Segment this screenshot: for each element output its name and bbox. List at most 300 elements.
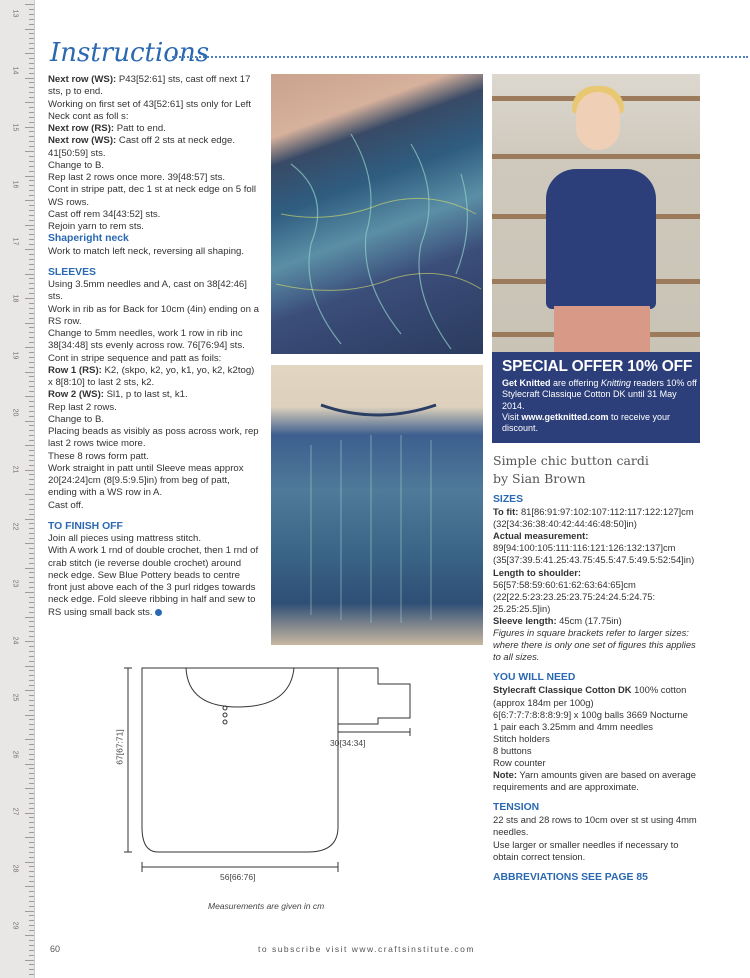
ruler-tick [29,871,34,872]
offer-title: SPECIAL OFFER 10% OFF [502,358,693,375]
ruler-label: 25 [11,693,19,702]
ruler-tick [29,195,34,196]
ruler-tick [29,14,34,15]
ruler-tick [29,563,34,564]
ruler-tick [29,675,34,676]
ruler-tick [29,891,34,892]
ruler-tick [29,572,34,573]
instruction-text: Change to 5mm needles, work 1 row in rib inc 38[34:48] sts evenly across row. 76[76:94] sts. [48,328,245,352]
ruler-tick [25,347,34,348]
ruler-tick [29,749,34,750]
ruler-tick [25,151,34,152]
ruler-tick [25,666,34,667]
back-view-texture [271,365,483,645]
ruler-tick [29,876,34,877]
instruction-line [48,172,260,184]
ruler-tick [29,964,34,965]
ruler-tick [29,553,34,554]
ruler-label: 19 [11,351,19,360]
pattern-author: by Sian Brown [493,471,586,486]
ruler-tick [25,935,34,936]
ruler-tick [29,411,34,412]
ruler-tick [29,308,34,309]
row-label: Next row (WS): [48,135,117,147]
ruler-label: 13 [11,9,19,18]
ruler-tick [29,866,34,867]
ruler-tick [29,352,34,353]
ruler-tick [25,568,34,569]
ruler-tick [25,494,34,495]
instruction-text: Work in rib as for Back for 10cm (4in) ending on a RS row. [48,303,259,327]
instruction-text: Sl1, p to last st, k1. [103,389,188,401]
ruler-tick [29,817,34,818]
ruler-tick [29,220,34,221]
ruler-tick [29,185,34,186]
ruler-tick [29,906,34,907]
row-label: Next row (WS): [48,74,117,85]
ruler-tick [29,117,34,118]
photo-yoke-closeup [271,74,483,354]
ruler-tick [25,764,34,765]
ruler-tick [29,460,34,461]
ruler-tick [29,842,34,843]
instruction-line [48,209,260,221]
ruler-tick [25,445,34,446]
instruction-text: Rep last 2 rows once more. 39[48:57] sts. [48,172,226,183]
ruler-label: 29 [11,921,19,930]
ruler-tick [29,798,34,799]
ruler-tick [29,239,34,240]
ruler-tick [29,754,34,755]
instruction-line [48,221,260,233]
ruler-tick [29,48,34,49]
ruler-label: 27 [11,807,19,816]
instruction-line [48,451,260,463]
ruler-label: 22 [11,522,19,531]
ruler-tick [25,127,34,128]
sleeve-value: 45cm (17.75in) [556,614,622,626]
need-heading: YOU WILL NEED [493,672,576,684]
ruler-tick [29,381,34,382]
ruler-tick [29,327,34,328]
offer-text1: are offering [550,378,601,388]
width-measure: 56[66:76] [220,872,256,882]
row-counter: Row counter [493,756,546,768]
note-label: Note: [493,769,517,781]
ruler-tick [29,180,34,181]
ruler-tick [29,107,34,108]
ruler-tick [29,73,34,74]
ruler-tick [29,131,34,132]
instruction-line [48,328,260,353]
ruler-tick [29,607,34,608]
ruler-tick [25,372,34,373]
ruler-tick [25,813,34,814]
ruler-tick [29,759,34,760]
ruler-tick [29,82,34,83]
ruler-tick [29,822,34,823]
ruler-tick [29,259,34,260]
row-label: Row 2 (WS): [48,389,104,401]
ruler-tick [29,920,34,921]
ruler-tick [25,592,34,593]
ruler-tick [29,425,34,426]
actual-value: 89[94:100:105:111:116:121:126:132:137]cm (35[37:39.5:41.25:43.75:45.5:47.5:49.5:52:54]in) [493,542,695,566]
ruler-tick [25,4,34,5]
instruction-line [48,402,260,414]
section-heading: TO FINISH OFF [48,520,123,532]
ruler-tick [25,886,34,887]
ruler-tick [29,597,34,598]
ruler-tick [29,528,34,529]
offer-text [502,378,698,434]
tension-heading: TENSION [493,802,540,814]
ruler-tick [29,950,34,951]
ruler-tick [29,930,34,931]
ruler-tick [29,577,34,578]
sleeve-measure: 30[34:34] [330,738,366,748]
ruler-tick [29,901,34,902]
ruler-tick [29,538,34,539]
ruler-tick [25,249,34,250]
ruler-tick [29,68,34,69]
ruler-tick [29,141,34,142]
photo-back-view [271,365,483,645]
ruler-tick [29,881,34,882]
page-number: 60 [50,944,61,954]
photo-model [492,74,700,359]
ruler-tick [25,102,34,103]
ruler-tick [29,9,34,10]
ruler-tick [29,205,34,206]
ruler-tick [29,587,34,588]
ruler-tick [29,401,34,402]
ruler-tick [29,734,34,735]
row-label: Row 1 (RS): [48,364,102,376]
diagram-caption: Measurements are given in cm [208,901,325,911]
instruction-line [48,533,260,545]
instruction-text: Work straight in patt until Sleeve meas approx 20[24:24]cm (8[9.5:9.5]in) from beg of patt, ending with a WS row in A. [48,462,244,499]
instruction-line [48,123,260,135]
instruction-line [48,135,260,160]
ruler-tick [29,651,34,652]
ruler-tick [29,925,34,926]
instruction-line [48,353,260,365]
ruler-tick [29,626,34,627]
ruler-tick [25,960,34,961]
ruler-tick [29,700,34,701]
ruler-tick [29,210,34,211]
ruler-tick [29,43,34,44]
height-measure: 67[67:71] [114,729,125,765]
ruler-tick [29,38,34,39]
instruction-line [48,500,260,512]
instruction-text: Rep last 2 rows. [48,401,117,413]
ruler-tick [29,450,34,451]
ruler-tick [29,612,34,613]
ruler-tick [29,705,34,706]
ruler-tick [29,896,34,897]
sleeve-label: Sleeve length: [493,614,557,626]
ruler-tick [29,254,34,255]
instruction-text: Cont in stripe sequence and patt as foils: [48,352,222,364]
ruler-tick [29,484,34,485]
ruler-tick [29,695,34,696]
ruler-tick [29,533,34,534]
ruler-label: 28 [11,864,19,873]
offer-url[interactable]: www.getknitted.com [521,411,609,422]
ruler-tick [29,602,34,603]
to-fit-value: 81[86:91:97:102:107:112:117:122:127]cm (32[34:36:38:40:42:44:46:48:50]in) [493,506,694,530]
ruler-tick [29,156,34,157]
ruler-tick [29,631,34,632]
ruler-tick [29,215,34,216]
instruction-line [48,304,260,329]
ruler-tick [29,661,34,662]
instruction-text: Cast off rem 34[43:52] sts. [48,208,161,220]
ruler-label: 23 [11,579,19,588]
ruler-tick [25,837,34,838]
ruler-tick [29,283,34,284]
ruler-tick [29,92,34,93]
ruler-tick [29,915,34,916]
instruction-text: Patt to end. [114,123,166,134]
shelf [492,154,700,159]
ruler-tick [25,641,34,642]
pattern-name [493,452,649,488]
ruler-tick [29,582,34,583]
ruler-label: 24 [11,636,19,645]
buttons-item: 8 buttons [493,744,532,756]
length-label: Length to shoulder: [493,566,582,578]
tension-text: 22 sts and 28 rows to 10cm over st st using 4mm needles. [493,814,697,838]
ruler-tick [29,97,34,98]
ruler-tick [29,455,34,456]
yarn-desc: 100% cotton (approx 184m per 100g) [493,684,687,708]
instruction-line [48,246,260,258]
ruler-tick [29,303,34,304]
ruler-tick [29,357,34,358]
instruction-line [48,279,260,304]
ruler-tick [29,391,34,392]
instruction-line [48,545,260,619]
offer-magazine: Knitting [600,378,631,388]
ruler-tick [29,87,34,88]
ruler-tick [29,729,34,730]
ruler-tick [29,416,34,417]
sleeve-outline [338,668,410,724]
ruler-tick [29,161,34,162]
ruler-tick [29,337,34,338]
ruler-tick [29,234,34,235]
ruler-tick [29,499,34,500]
side-ruler [0,0,35,978]
ruler-tick [25,274,34,275]
details-column [493,494,705,884]
ruler-tick [29,945,34,946]
ruler-tick [29,244,34,245]
ruler-tick [29,269,34,270]
ruler-tick [29,19,34,20]
ruler-tick [29,827,34,828]
instruction-line [48,414,260,426]
abbreviations-link[interactable]: ABBREVIATIONS SEE PAGE 85 [493,871,648,883]
ruler-label: 16 [11,180,19,189]
instruction-line [48,463,260,500]
ruler-tick [29,523,34,524]
instruction-line [48,160,260,172]
ruler-tick [29,832,34,833]
ruler-tick [25,396,34,397]
model-head [576,92,620,150]
ruler-tick [29,63,34,64]
schematic-svg [108,662,480,912]
tension-note: Use larger or smaller needles if necessary to obtain correct tension. [493,838,679,862]
ruler-tick [29,293,34,294]
ruler-tick [29,332,34,333]
ruler-tick [25,470,34,471]
ruler-tick [25,176,34,177]
title-dotted-rule [172,56,748,58]
section-heading: Shaperight neck [48,233,129,245]
instruction-line [48,99,260,124]
ruler-label: 21 [11,465,19,474]
ruler-tick [29,367,34,368]
ruler-tick [29,406,34,407]
ruler-tick [29,474,34,475]
instruction-text: Using 3.5mm needles and A, cast on 38[42:46] sts. [48,279,247,303]
ruler-tick [29,685,34,686]
ruler-tick [29,509,34,510]
ruler-tick [29,808,34,809]
ruler-tick [29,558,34,559]
instruction-line [48,389,260,401]
footer-subscribe: to subscribe visit www.craftsinstitute.com [258,944,475,954]
section-heading: SLEEVES [48,266,96,278]
sizes-heading: SIZES [493,494,524,505]
ruler-tick [25,200,34,201]
ruler-tick [29,636,34,637]
ruler-tick [29,773,34,774]
ruler-tick [29,430,34,431]
ruler-tick [29,146,34,147]
ruler-tick [25,225,34,226]
ruler-tick [29,24,34,25]
instruction-text: Rejoin yarn to rem sts. [48,221,144,232]
special-offer-box [492,352,700,443]
ruler-label: 14 [11,66,19,75]
ruler-tick [29,847,34,848]
lace-texture [271,74,483,354]
ruler-tick [25,53,34,54]
instruction-text: Work to match left neck, reversing all shaping. [48,245,245,257]
ruler-tick [29,376,34,377]
neckline [186,668,294,707]
instruction-text: With A work 1 rnd of double crochet, then 1 rnd of crab stitch (ie reverse double crochet) around neck edge. Sew Blue Pottery beads to centre front just above each of the 3 purl ridges towards neck edge. Fold sleeve ribbing in half and sew to RS using small back sts. [48,545,259,618]
instruction-text: Cast off. [48,499,84,511]
offer-text3: to receive your discount. [502,411,671,434]
note-text: Yarn amounts given are based on average requirements and are approximate. [493,769,696,793]
ruler-label: 17 [11,237,19,246]
ruler-tick [29,479,34,480]
ruler-tick [25,788,34,789]
ruler-tick [29,548,34,549]
needles: 1 pair each 3.25mm and 4mm needles [493,720,653,732]
ruler-tick [29,857,34,858]
ruler-tick [29,190,34,191]
ruler-tick [25,739,34,740]
sizes-note: Figures in square brackets refer to larger sizes: where there is only one set of figures this applies to all sizes. [493,627,696,663]
pattern-title: Simple chic button cardi [493,453,649,468]
ruler-tick [29,744,34,745]
schematic-diagram [108,662,480,912]
ruler-tick [29,621,34,622]
ruler-tick [29,656,34,657]
ruler-tick [29,313,34,314]
actual-label: Actual measurement: [493,530,589,542]
offer-text2: readers 10% off Stylecraft Classique Cotton DK until 31 May 2014. [502,378,697,411]
ruler-tick [25,323,34,324]
ruler-tick [29,465,34,466]
ruler-tick [29,440,34,441]
ruler-tick [29,318,34,319]
ruler-tick [29,122,34,123]
ruler-tick [25,421,34,422]
ruler-tick [29,768,34,769]
instruction-text: Cont in stripe patt, dec 1 st at neck edge on 5 foll WS rows. [48,184,256,208]
instruction-text: Join all pieces using mattress stitch. [48,533,202,544]
ruler-tick [25,690,34,691]
yarn-balls: 6[6:7:7:7:8:8:8:9:9] x 100g balls 3669 Nocturne [493,708,688,720]
instruction-line [48,184,260,209]
ruler-tick [29,852,34,853]
instruction-text: Cast off 2 sts at neck edge. 41[50:59] sts. [48,135,235,159]
row-label: Next row (RS): [48,123,115,134]
end-bullet-icon [155,609,162,616]
ruler-tick [29,793,34,794]
ruler-tick [29,264,34,265]
ruler-tick [29,278,34,279]
length-value: 56[57:58:59:60:61:62:63:64:65]cm (22[22.5:23:23.25:23.75:24:24.5:24.75: 25.25:25.5]in) [493,578,656,614]
page-title: Instructions [50,38,210,68]
ruler-tick [29,719,34,720]
ruler-tick [29,136,34,137]
ruler-tick [25,298,34,299]
offer-visit: Visit [502,411,522,422]
ruler-tick [29,646,34,647]
instruction-line [48,426,260,451]
ruler-label: 20 [11,408,19,417]
ruler-tick [29,504,34,505]
instruction-text: Working on first set of 43[52:61] sts only for Left Neck cont as foll s: [48,98,251,122]
ruler-tick [29,171,34,172]
instructions-column [48,74,260,619]
ruler-tick [29,783,34,784]
ruler-tick [25,617,34,618]
model-cardigan [546,169,656,309]
ruler-tick [29,58,34,59]
yarn-name: Stylecraft Classique Cotton DK [493,684,632,696]
instruction-line [48,365,260,390]
ruler-tick [29,342,34,343]
ruler-tick [25,543,34,544]
ruler-tick [29,710,34,711]
ruler-tick [29,974,34,975]
offer-brand: Get Knitted [502,378,551,388]
ruler-tick [29,680,34,681]
ruler-tick [29,724,34,725]
ruler-tick [29,778,34,779]
